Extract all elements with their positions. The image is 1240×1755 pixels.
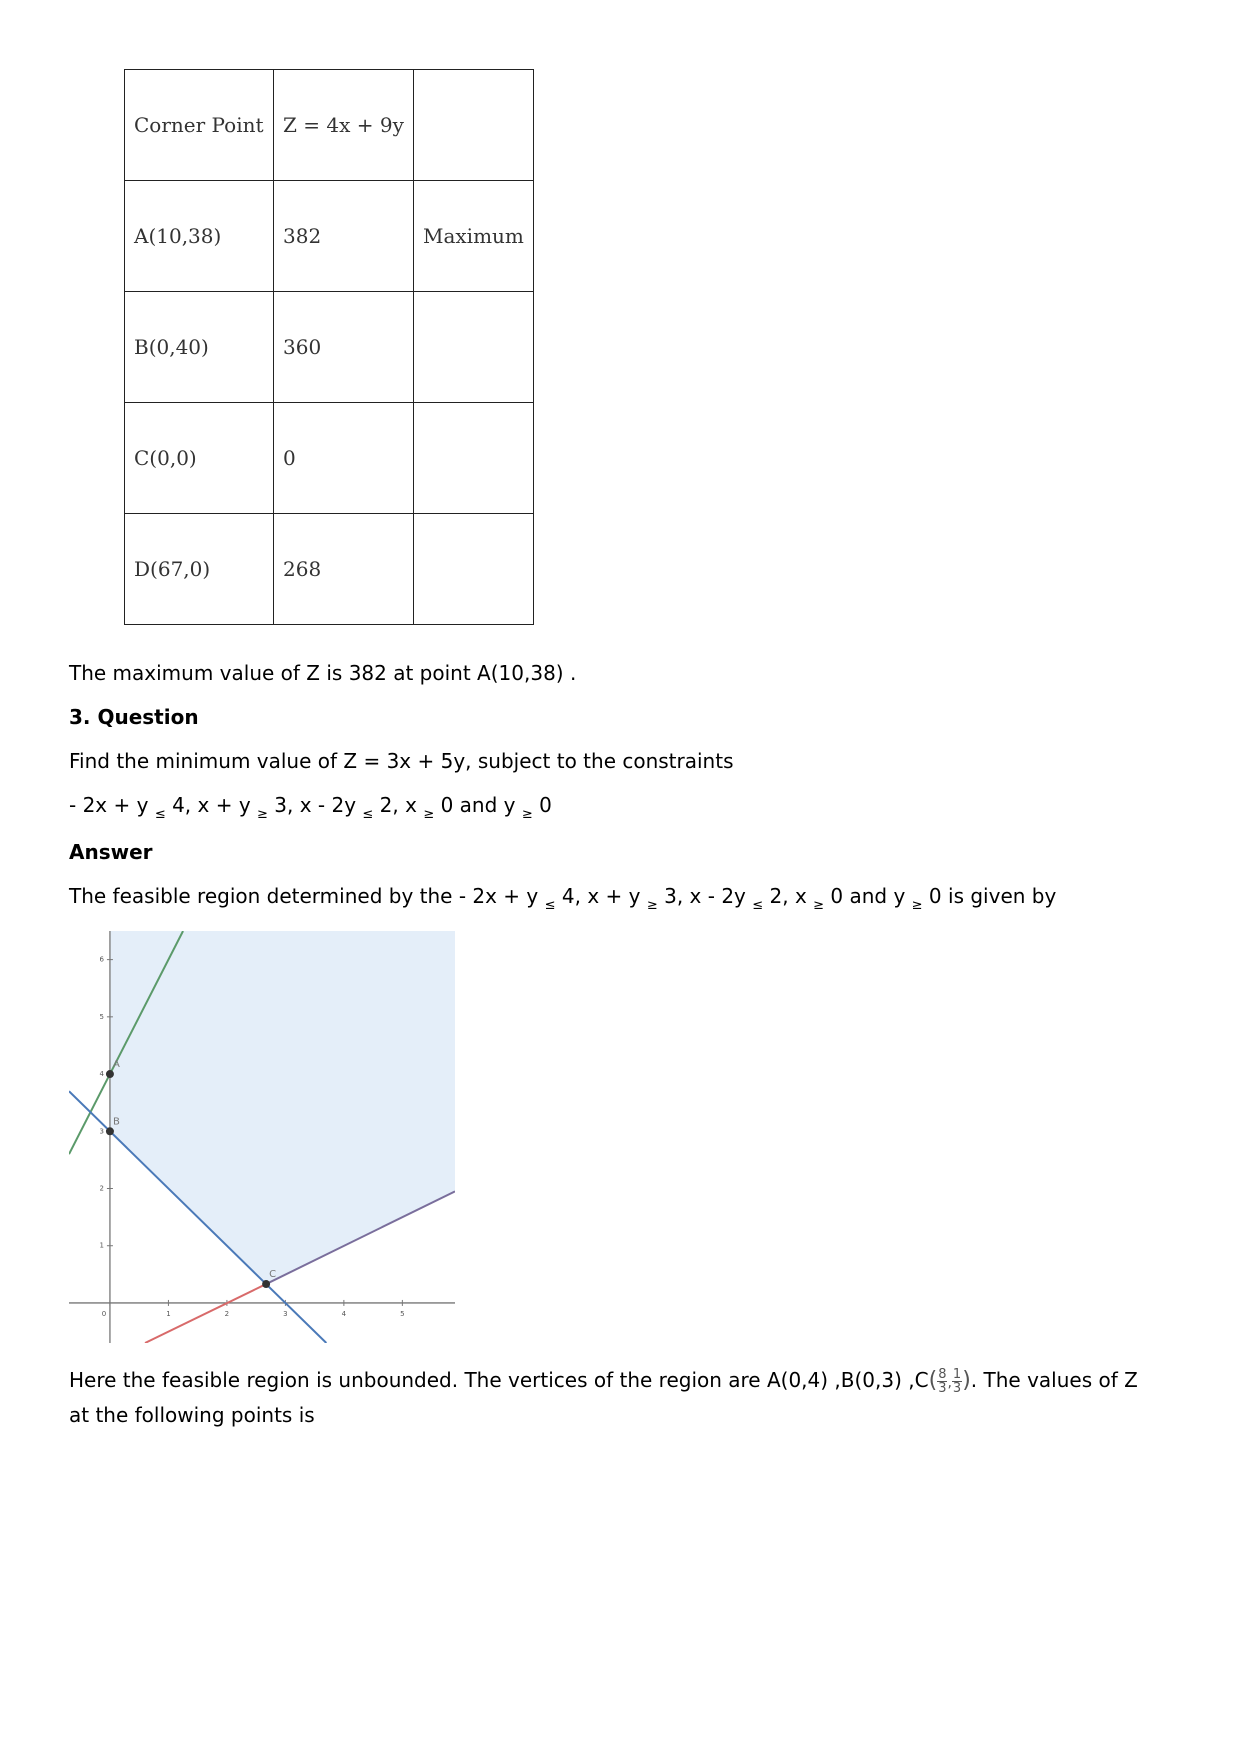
text-segment: 2, x	[763, 884, 814, 908]
answer-heading: Answer	[69, 840, 153, 864]
table-cell: Z = 4x + 9y	[274, 70, 414, 181]
constraint-line	[145, 1284, 266, 1343]
relation-symbol: ≤	[362, 807, 374, 822]
constraints-text	[69, 793, 552, 821]
table-row	[125, 292, 534, 403]
fraction-denominator: 3	[938, 1381, 947, 1396]
conclusion-text: The maximum value of Z is 382 at point A(10,38) .	[69, 661, 577, 685]
relation-symbol: ≥	[257, 807, 268, 822]
vertex-point	[106, 1127, 114, 1135]
table-header-row	[125, 70, 534, 181]
relation-symbol: ≥	[646, 898, 658, 913]
feasible-region	[110, 931, 455, 1284]
text-segment: 0 and y	[434, 793, 522, 817]
text-segment: The feasible region determined by the - 2x + y	[69, 884, 545, 908]
fraction-denominator: 3	[952, 1381, 962, 1396]
closing-text-line1	[69, 1368, 1138, 1395]
text-segment: 0	[532, 793, 552, 817]
question-text: Find the minimum value of Z = 3x + 5y, subject to the constraints	[69, 749, 734, 773]
relation-symbol: ≥	[521, 807, 533, 822]
table-cell	[414, 514, 534, 625]
table-cell: B(0,40)	[125, 292, 274, 403]
text-segment: 0 and y	[824, 884, 912, 908]
text-segment: 0 is given by	[922, 884, 1057, 908]
relation-symbol: ≤	[154, 807, 166, 822]
text-segment: 3, x - 2y	[267, 793, 363, 817]
question-heading: 3. Question	[69, 705, 199, 729]
table-cell	[414, 403, 534, 514]
table-cell: D(67,0)	[125, 514, 274, 625]
text-segment: 2, x	[373, 793, 424, 817]
x-tick-label: 0	[101, 1309, 107, 1318]
feasible-region-graph	[69, 931, 455, 1343]
answer-intro-text	[69, 884, 1056, 912]
table-cell: C(0,0)	[125, 403, 274, 514]
y-tick-label: 3	[99, 1127, 104, 1136]
comma: ,	[947, 1375, 952, 1391]
y-tick-label: 6	[99, 955, 104, 964]
relation-symbol: ≥	[813, 898, 825, 913]
text-segment: . The values of Z	[970, 1368, 1138, 1392]
table-cell: Corner Point	[125, 70, 274, 181]
vertex-point	[106, 1070, 114, 1078]
text-segment: 4, x + y	[165, 793, 258, 817]
relation-symbol: ≥	[911, 898, 923, 913]
relation-symbol: ≤	[752, 898, 764, 913]
table-cell: 0	[274, 403, 414, 514]
fraction-numerator: 8	[938, 1367, 947, 1382]
table-cell: A(10,38)	[125, 181, 274, 292]
x-tick-label: 2	[224, 1309, 230, 1318]
table-row	[125, 403, 534, 514]
table-row	[125, 514, 534, 625]
table-cell	[414, 292, 534, 403]
table-cell	[414, 70, 534, 181]
relation-symbol: ≥	[423, 807, 435, 822]
open-paren: (	[928, 1368, 938, 1393]
vertex-label: A	[112, 1059, 120, 1071]
text-segment: 3, x - 2y	[657, 884, 753, 908]
table-cell: 360	[274, 292, 414, 403]
y-tick-label: 4	[99, 1070, 104, 1079]
table-cell: 382	[274, 181, 414, 292]
vertex-point	[262, 1280, 270, 1288]
y-tick-label: 1	[99, 1241, 104, 1250]
fraction	[937, 1368, 947, 1395]
x-tick-label: 1	[166, 1309, 171, 1318]
close-paren: )	[962, 1368, 971, 1393]
x-tick-label: 3	[283, 1309, 288, 1318]
vertex-label: C	[269, 1269, 277, 1281]
relation-symbol: ≤	[544, 898, 556, 913]
table-cell: 268	[274, 514, 414, 625]
x-tick-label: 4	[341, 1309, 347, 1318]
text-segment: Here the feasible region is unbounded. The vertices of the region are A(0,4) ,B(0,3) ,C	[69, 1368, 929, 1392]
text-segment: - 2x + y	[69, 793, 155, 817]
y-tick-label: 5	[99, 1012, 104, 1021]
table-row	[125, 181, 534, 292]
x-tick-label: 5	[400, 1309, 405, 1318]
vertex-label: B	[112, 1116, 120, 1128]
fraction-numerator: 1	[952, 1367, 962, 1382]
closing-text-line2: at the following points is	[69, 1403, 315, 1427]
fraction	[952, 1368, 962, 1395]
y-tick-label: 2	[99, 1184, 104, 1193]
table-cell: Maximum	[414, 181, 534, 292]
text-segment: 4, x + y	[555, 884, 647, 908]
corner-point-table	[124, 69, 534, 625]
